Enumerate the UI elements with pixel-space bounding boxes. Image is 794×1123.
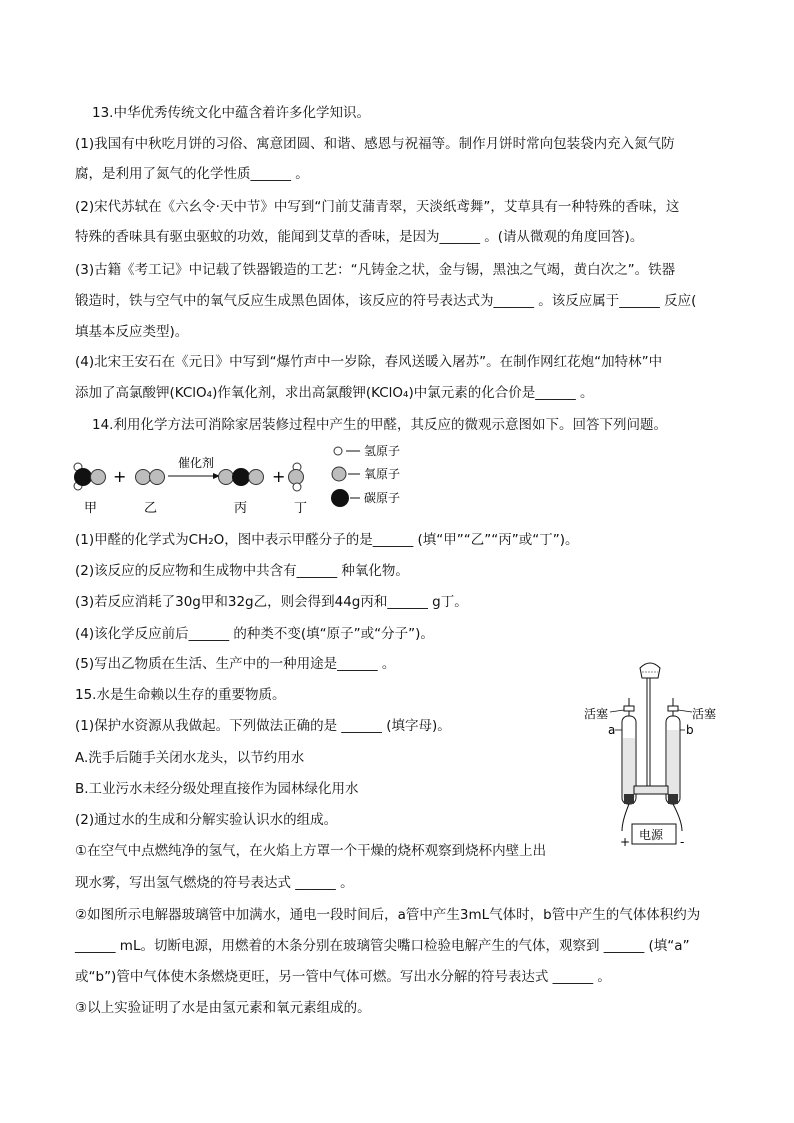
bing-oxygen-1 [219, 470, 234, 485]
bing-oxygen-2 [249, 470, 264, 485]
q13-part1-line1: (1)我国有中秋吃月饼的习俗、寓意团圆、和谐、感恩与祝福等。制作月饼时常向包装袋内充入氮气防 [75, 136, 675, 152]
stopcock-left-label: 活塞 [584, 707, 609, 721]
jia-carbon [74, 468, 92, 486]
q13-part3-line3: 填基本反应类型)。 [75, 324, 189, 340]
q15-part2: (2)通过水的生成和分解实验认识水的组成。 [75, 812, 338, 828]
legend-carbon-label: 碳原子 [364, 491, 401, 505]
q15-sub3: ③以上实验证明了水是由氢元素和氧元素组成的。 [75, 1000, 371, 1016]
legend-oxygen-icon [332, 467, 346, 481]
q13-part3-line1: (3)古籍《考工记》中记载了铁器锻造的工艺：“凡铸金之状，金与锡，黑浊之气竭，黄白次之”。铁器 [75, 262, 676, 278]
power-minus: - [680, 835, 685, 846]
legend-oxygen-label: 氧原子 [364, 467, 401, 481]
yi-oxygen-2 [150, 470, 165, 485]
water-reservoir [640, 663, 660, 678]
q13-part2-line2: 特殊的香味具有驱虫驱蚊的功效，能闻到艾草的香味，是因为______ 。(请从微观的角度回答)。 [75, 229, 644, 245]
q13-part2-line1: (2)宋代苏轼在《六幺令·天中节》中写到“门前艾蒲青翠，天淡纸鸢舞”，艾草具有一种特殊的香味，这 [75, 199, 680, 215]
reaction-micro-diagram [68, 438, 428, 520]
q14-part5: (5)写出乙物质在生活、生产中的一种用途是______ 。 [75, 656, 396, 672]
q14-part3: (3)若反应消耗了30g甲和32g乙，则会得到44g丙和______ g丁。 [75, 594, 468, 610]
q14-part1: (1)甲醛的化学式为CH₂O，图中表示甲醛分子的是______ (填“甲”“乙”“丙”或“丁”)。 [75, 532, 579, 548]
legend-carbon-icon [331, 489, 349, 507]
jia-oxygen [91, 470, 106, 485]
wire-left [622, 804, 629, 831]
legend-hydrogen-icon [334, 447, 342, 455]
q15-option-b: B.工业污水未经分级处理直接作为园林绿化用水 [75, 781, 359, 797]
q14-part4: (4)该化学反应前后______ 的种类不变(填“原子”或“分子”)。 [75, 626, 434, 642]
label-jia: 甲 [84, 501, 98, 516]
q15-part1: (1)保护水资源从我做起。下列做法正确的是 ______ (填字母)。 [75, 718, 451, 734]
tube-b-label: b [686, 723, 694, 737]
plus-1: + [113, 467, 127, 486]
tube-a-label: a [608, 723, 616, 737]
electrolysis-apparatus-diagram [582, 656, 732, 846]
q13-part4-line2: 添加了高氯酸钾(KClO₄)作氧化剂，求出高氯酸钾(KClO₄)中氯元素的化合价是______ 。 [75, 385, 594, 401]
q13-part1-line2: 腐，是利用了氮气的化学性质______ 。 [75, 166, 309, 182]
q13-part3-line2: 锻造时，铁与空气中的氧气反应生成黑色固体，该反应的符号表达式为______ 。该反应属于______ 反应( [75, 293, 697, 309]
ding-oxygen [289, 470, 304, 485]
label-bing: 丙 [234, 501, 248, 516]
stopcock-a [624, 706, 634, 711]
legend-hydrogen-label: 氢原子 [364, 444, 401, 458]
catalyst-label: 催化剂 [178, 456, 215, 470]
ding-hydrogen-bottom [293, 483, 301, 491]
q14-title: 14.利用化学方法可消除家居装修过程中产生的甲醛，其反应的微观示意图如下。回答下列问题。 [92, 417, 667, 433]
q15-sub2-line1: ②如图所示电解器玻璃管中加满水，通电一段时间后，a管中产生3mL气体时，b管中产生的气体体积约为 [75, 907, 701, 923]
q15-sub1-line2: 现水雾，写出氢气燃烧的符号表达式 ______ 。 [75, 875, 354, 891]
label-yi: 乙 [144, 501, 158, 516]
q15-sub2-line2: ______ mL。切断电源，用燃着的木条分别在玻璃管尖嘴口检验电解产生的气体，观察到 ______ (填“a” [75, 938, 690, 954]
label-ding: 丁 [294, 501, 308, 516]
stopcock-right-label: 活塞 [692, 707, 717, 721]
q13-part4-line1: (4)北宋王安石在《元日》中写到“爆竹声中一岁除，春风送暖入屠苏”。在制作网红花炮“加特林”中 [75, 354, 663, 370]
q15-sub1-line1: ①在空气中点燃纯净的氢气，在火焰上方罩一个干燥的烧杯观察到烧杯内壁上出 [75, 843, 547, 859]
plus-2: + [272, 467, 286, 486]
yi-oxygen-1 [136, 470, 151, 485]
power-label: 电源 [639, 828, 664, 842]
q15-sub2-line3: 或“b”)管中气体使木条燃烧更旺，另一管中气体可燃。写出水分解的符号表达式 ______ 。 [75, 969, 611, 985]
q15-title: 15.水是生命赖以生存的重要物质。 [75, 687, 286, 703]
q13-title: 13.中华优秀传统文化中蕴含着许多化学知识。 [92, 105, 370, 121]
power-plus: + [620, 835, 631, 846]
connector-tube [634, 786, 668, 794]
bing-carbon [232, 468, 250, 486]
q14-part2: (2)该反应的反应物和生成物中共含有______ 种氧化物。 [75, 563, 409, 579]
stopcock-b [668, 706, 678, 711]
q15-option-a: A.洗手后随手关闭水龙头，以节约用水 [75, 750, 305, 766]
